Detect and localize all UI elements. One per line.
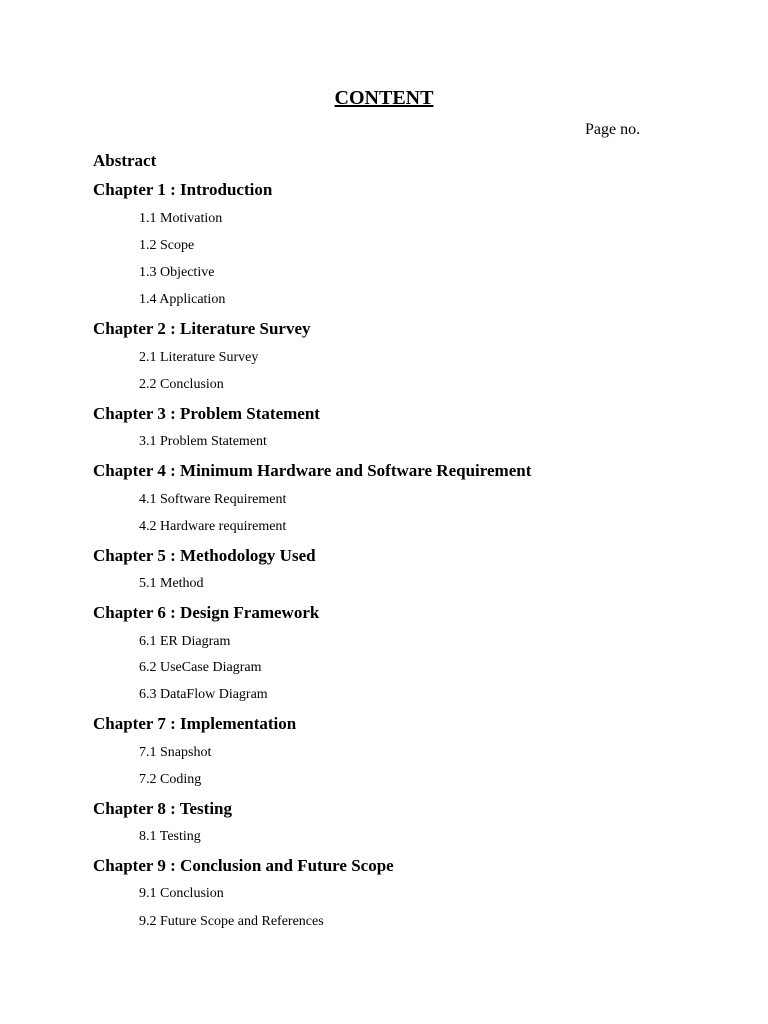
chapter-3-heading: Chapter 3 : Problem Statement [93,404,320,423]
chapter-7-heading: Chapter 7 : Implementation [93,714,297,733]
section-1-3: 1.3 Objective [139,265,215,280]
section-1-4: 1.4 Application [139,292,226,307]
chapter-1-heading: Chapter 1 : Introduction [93,180,273,199]
section-7-2: 7.2 Coding [139,772,202,787]
section-6-1: 6.1 ER Diagram [139,634,231,649]
chapter-9-heading: Chapter 9 : Conclusion and Future Scope [93,856,394,875]
section-5-1: 5.1 Method [139,576,204,591]
section-2-2: 2.2 Conclusion [139,377,224,392]
section-3-1: 3.1 Problem Statement [139,434,267,449]
abstract-heading: Abstract [93,151,157,170]
section-4-1: 4.1 Software Requirement [139,492,287,507]
section-1-2: 1.2 Scope [139,238,195,253]
chapter-5-heading: Chapter 5 : Methodology Used [93,546,316,565]
section-7-1: 7.1 Snapshot [139,745,212,760]
page-no-label: Page no. [585,121,641,138]
section-9-2: 9.2 Future Scope and References [139,914,324,929]
section-6-2: 6.2 UseCase Diagram [139,660,262,675]
chapter-8-heading: Chapter 8 : Testing [93,799,233,818]
section-9-1: 9.1 Conclusion [139,886,224,901]
chapter-4-heading: Chapter 4 : Minimum Hardware and Software Requirement [93,461,532,480]
section-6-3: 6.3 DataFlow Diagram [139,687,268,702]
chapter-6-heading: Chapter 6 : Design Framework [93,603,320,622]
section-2-1: 2.1 Literature Survey [139,350,259,365]
chapter-2-heading: Chapter 2 : Literature Survey [93,319,311,338]
page-title: CONTENT [334,87,434,109]
section-8-1: 8.1 Testing [139,829,201,844]
section-1-1: 1.1 Motivation [139,211,223,226]
section-4-2: 4.2 Hardware requirement [139,519,287,534]
